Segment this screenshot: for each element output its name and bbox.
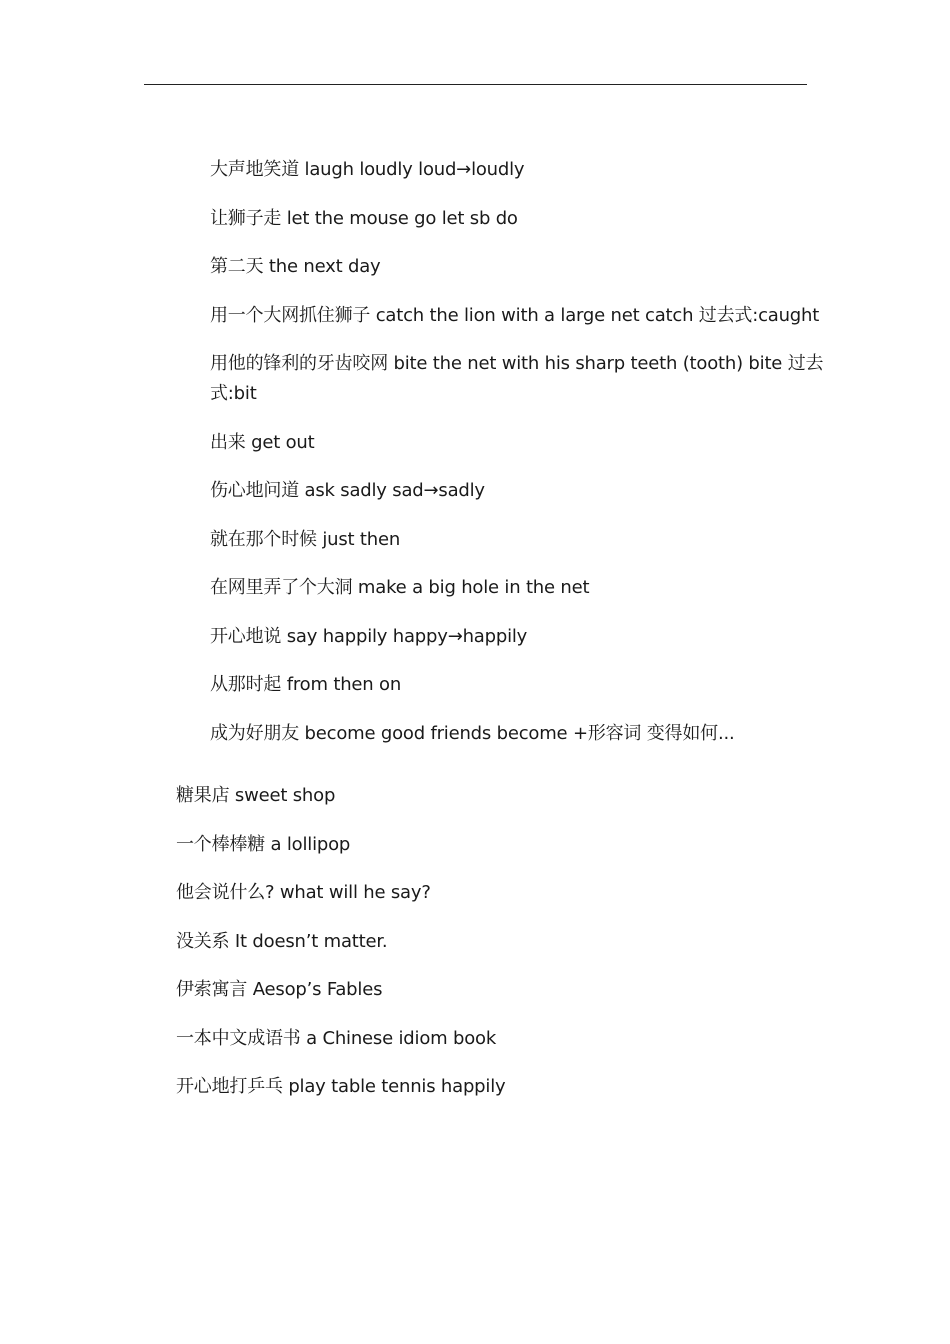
vocab-item: 在网里弄了个大洞 make a big hole in the net	[210, 577, 590, 598]
vocab-item: 成为好朋友 become good friends become +形容词 变得如何...	[210, 722, 735, 744]
vocab-item: 伊索寓言 Aesop’s Fables	[176, 979, 383, 1000]
vocab-item: 出来 get out	[210, 431, 315, 453]
header-rule	[144, 84, 807, 85]
vocab-item: 开心地打乒乓 play table tennis happily	[176, 1076, 506, 1097]
vocab-item: 一个棒棒糖 a lollipop	[176, 833, 351, 855]
vocab-item: 大声地笑道 laugh loudly loud→loudly	[210, 159, 525, 180]
vocab-item: 从那时起 from then on	[210, 674, 402, 695]
vocabulary-list-plain	[176, 781, 836, 1121]
vocabulary-list-indented	[210, 155, 840, 767]
vocab-item: 一本中文成语书 a Chinese idiom book	[176, 1027, 497, 1049]
vocab-item: 糖果店 sweet shop	[176, 785, 336, 806]
vocab-item: 没关系 It doesn’t matter.	[176, 930, 388, 952]
vocab-item: 伤心地问道 ask sadly sad→sadly	[210, 480, 485, 501]
vocab-item: 开心地说 say happily happy→happily	[210, 625, 528, 647]
vocab-item: 第二天 the next day	[210, 256, 381, 277]
vocab-item: 用他的锋利的牙齿咬网 bite the net with his sharp teeth (tooth) bite 过去式:bit	[210, 353, 824, 404]
vocab-item: 就在那个时候 just then	[210, 528, 401, 550]
vocab-item: 让狮子走 let the mouse go let sb do	[210, 207, 518, 229]
vocab-item: 他会说什么? what will he say?	[176, 882, 431, 903]
vocab-item: 用一个大网抓住狮子 catch the lion with a large net catch 过去式:caught	[210, 304, 820, 326]
